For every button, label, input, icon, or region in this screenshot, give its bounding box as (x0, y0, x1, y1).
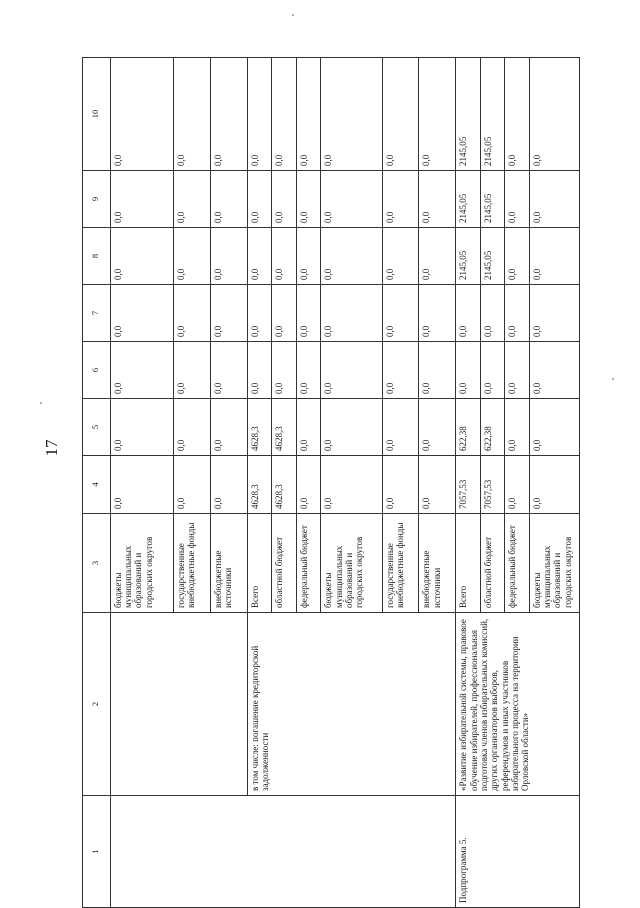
funding-source-cell: федеральный бюджет (296, 514, 321, 613)
value-cell: 0,0 (174, 342, 211, 399)
funding-source-cell: внебюджетные источники (419, 514, 456, 613)
value-cell: 0,0 (272, 285, 297, 342)
value-cell: 0,0 (321, 456, 382, 514)
value-cell: 0,0 (272, 342, 297, 399)
value-cell: 2145,05 (456, 171, 481, 228)
value-cell: 0,0 (382, 342, 419, 399)
value-cell: 4628,3 (247, 456, 272, 514)
value-cell: 0,0 (321, 285, 382, 342)
value-cell: 0,0 (296, 399, 321, 456)
value-cell: 7057,53 (456, 456, 481, 514)
value-cell: 0,0 (174, 399, 211, 456)
value-cell: 4628,3 (247, 399, 272, 456)
page-number: 17 (42, 439, 61, 457)
value-cell: 0,0 (272, 228, 297, 285)
column-number: 7 (83, 285, 111, 342)
value-cell: 0,0 (505, 228, 530, 285)
value-cell: 0,0 (382, 399, 419, 456)
value-cell: 0,0 (505, 399, 530, 456)
value-cell: 0,0 (110, 399, 173, 456)
description-cell: в том числе: погашение кредиторской задолженности (247, 613, 456, 796)
value-cell: 0,0 (321, 399, 382, 456)
value-cell: 622,38 (480, 399, 505, 456)
column-number: 10 (83, 58, 111, 171)
subprogram-cell: Подпрограмма 5. (456, 796, 580, 908)
budget-table (82, 57, 580, 908)
program-cell (110, 796, 456, 908)
scan-speck (40, 402, 42, 404)
value-cell: 0,0 (529, 171, 579, 228)
column-number: 5 (83, 399, 111, 456)
value-cell: 0,0 (247, 171, 272, 228)
value-cell: 0,0 (456, 342, 481, 399)
scan-speck (292, 14, 294, 16)
value-cell: 0,0 (210, 58, 247, 171)
value-cell: 0,0 (272, 58, 297, 171)
value-cell: 0,0 (529, 228, 579, 285)
funding-source-cell: федеральный бюджет (505, 514, 530, 613)
budget-table-wrapper (82, 58, 580, 908)
funding-source-cell: областной бюджет (480, 514, 505, 613)
value-cell: 0,0 (247, 58, 272, 171)
value-cell: 0,0 (529, 58, 579, 171)
value-cell: 0,0 (210, 399, 247, 456)
column-number: 8 (83, 228, 111, 285)
value-cell: 0,0 (529, 285, 579, 342)
value-cell: 0,0 (210, 285, 247, 342)
value-cell: 0,0 (210, 228, 247, 285)
funding-source-cell: государственные внебюджетные фонды (174, 514, 211, 613)
funding-source-cell: Всего (247, 514, 272, 613)
value-cell: 0,0 (529, 456, 579, 514)
value-cell: 0,0 (174, 58, 211, 171)
column-number: 3 (83, 514, 111, 613)
value-cell: 0,0 (382, 171, 419, 228)
scan-speck (612, 378, 614, 380)
value-cell: 0,0 (480, 342, 505, 399)
value-cell: 0,0 (505, 456, 530, 514)
description-cell (110, 613, 247, 796)
value-cell: 0,0 (321, 228, 382, 285)
value-cell: 0,0 (110, 228, 173, 285)
column-number: 4 (83, 456, 111, 514)
value-cell: 0,0 (419, 399, 456, 456)
value-cell: 0,0 (174, 285, 211, 342)
value-cell: 7057,53 (480, 456, 505, 514)
value-cell: 0,0 (110, 456, 173, 514)
value-cell: 622,38 (456, 399, 481, 456)
value-cell: 4628,3 (272, 456, 297, 514)
column-number: 6 (83, 342, 111, 399)
table-row (456, 58, 481, 908)
value-cell: 0,0 (321, 342, 382, 399)
value-cell: 0,0 (247, 342, 272, 399)
value-cell: 0,0 (247, 285, 272, 342)
value-cell: 0,0 (296, 285, 321, 342)
value-cell: 0,0 (272, 171, 297, 228)
funding-source-cell: областной бюджет (272, 514, 297, 613)
value-cell: 0,0 (110, 58, 173, 171)
funding-source-cell: государственные внебюджетные фонды (382, 514, 419, 613)
value-cell: 0,0 (321, 58, 382, 171)
value-cell: 4628,3 (272, 399, 297, 456)
value-cell: 0,0 (382, 228, 419, 285)
value-cell: 0,0 (296, 171, 321, 228)
table-row (110, 58, 173, 908)
value-cell: 0,0 (505, 58, 530, 171)
value-cell: 0,0 (419, 342, 456, 399)
value-cell: 0,0 (382, 285, 419, 342)
value-cell: 0,0 (210, 456, 247, 514)
value-cell: 0,0 (529, 342, 579, 399)
value-cell: 0,0 (174, 171, 211, 228)
value-cell: 2145,05 (480, 228, 505, 285)
value-cell: 0,0 (296, 342, 321, 399)
value-cell: 0,0 (296, 456, 321, 514)
value-cell: 0,0 (110, 171, 173, 228)
column-number: 1 (83, 796, 111, 908)
value-cell: 0,0 (110, 342, 173, 399)
funding-source-cell: внебюджетные источники (210, 514, 247, 613)
value-cell: 2145,05 (480, 171, 505, 228)
value-cell: 0,0 (296, 58, 321, 171)
value-cell: 2145,05 (456, 228, 481, 285)
value-cell: 0,0 (382, 456, 419, 514)
column-number: 9 (83, 171, 111, 228)
column-number-row (83, 58, 111, 908)
funding-source-cell: бюджеты муниципальных образований и городских округов (110, 514, 173, 613)
description-cell: «Развитие избирательной системы, правовое обучение избирателей, профессиональная подготовка членов избирательных комиссий, других организаторов выборов, референдумов и иных участников избирательного процесса на территории Орловской области» (456, 613, 580, 796)
column-number: 2 (83, 613, 111, 796)
value-cell: 0,0 (296, 228, 321, 285)
value-cell: 0,0 (419, 58, 456, 171)
funding-source-cell: Всего (456, 514, 481, 613)
value-cell: 0,0 (505, 342, 530, 399)
value-cell: 0,0 (382, 58, 419, 171)
value-cell: 0,0 (174, 228, 211, 285)
value-cell: 2145,05 (456, 58, 481, 171)
table-row (247, 58, 272, 908)
value-cell: 0,0 (505, 171, 530, 228)
value-cell: 0,0 (210, 342, 247, 399)
value-cell: 0,0 (419, 285, 456, 342)
value-cell: 0,0 (505, 285, 530, 342)
value-cell: 0,0 (210, 171, 247, 228)
funding-source-cell: бюджеты муниципальных образований и городских округов (529, 514, 579, 613)
value-cell: 0,0 (456, 285, 481, 342)
value-cell: 0,0 (247, 228, 272, 285)
funding-source-cell: бюджеты муниципальных образований и городских округов (321, 514, 382, 613)
value-cell: 2145,05 (480, 58, 505, 171)
value-cell: 0,0 (529, 399, 579, 456)
value-cell: 0,0 (419, 171, 456, 228)
value-cell: 0,0 (480, 285, 505, 342)
value-cell: 0,0 (321, 171, 382, 228)
value-cell: 0,0 (419, 228, 456, 285)
value-cell: 0,0 (174, 456, 211, 514)
value-cell: 0,0 (419, 456, 456, 514)
value-cell: 0,0 (110, 285, 173, 342)
